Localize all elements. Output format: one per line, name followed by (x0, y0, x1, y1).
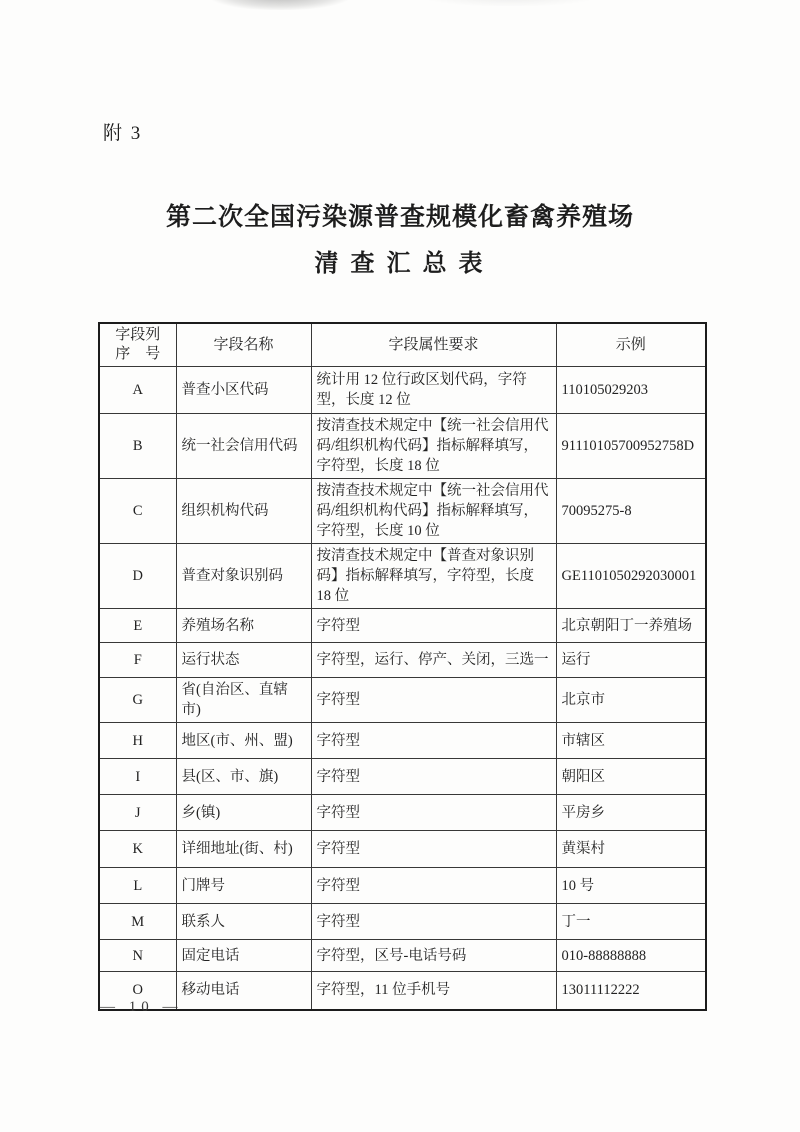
table-row (99, 972, 706, 1010)
attachment-label: 附 3 (103, 123, 143, 144)
field-name: 省(自治区、直辖市) (176, 678, 311, 723)
field-seq: J (99, 795, 176, 831)
field-seq: L (99, 868, 176, 904)
table-row (99, 643, 706, 678)
table-header-row (99, 323, 706, 367)
page-number: — 10 — (100, 999, 183, 1015)
scan-smudge-artifact (210, 0, 350, 10)
field-example: 70095275-8 (556, 479, 706, 544)
table-row (99, 940, 706, 972)
table-row (99, 367, 706, 414)
header-field-requirement: 字段属性要求 (311, 323, 556, 367)
field-seq: M (99, 904, 176, 940)
field-seq: O (99, 972, 176, 1010)
field-example: 朝阳区 (556, 759, 706, 795)
field-seq: B (99, 414, 176, 479)
field-name: 乡(镇) (176, 795, 311, 831)
field-name: 县(区、市、旗) (176, 759, 311, 795)
field-requirement: 按清查技术规定中【统一社会信用代码/组织机构代码】指标解释填写，字符型，长度 10 位 (311, 479, 556, 544)
fields-summary-table (98, 322, 707, 1011)
field-requirement: 字符型，11 位手机号 (311, 972, 556, 1010)
field-requirement: 字符型 (311, 609, 556, 643)
header-field-seq-line1: 字段列 (115, 327, 161, 343)
table-row (99, 414, 706, 479)
field-example: 黄渠村 (556, 831, 706, 868)
field-requirement: 字符型，运行、停产、关闭，三选一 (311, 643, 556, 678)
field-seq: E (99, 609, 176, 643)
field-example: 北京朝阳丁一养殖场 (556, 609, 706, 643)
field-requirement: 字符型 (311, 723, 556, 759)
header-field-example: 示例 (556, 323, 706, 367)
table-row (99, 831, 706, 868)
field-example: 13011112222 (556, 972, 706, 1010)
field-name: 普查对象识别码 (176, 544, 311, 609)
table-row (99, 479, 706, 544)
table-row (99, 795, 706, 831)
scan-smudge-artifact (420, 0, 600, 6)
field-seq: C (99, 479, 176, 544)
field-name: 普查小区代码 (176, 367, 311, 414)
document-title-line2: 清 查 汇 总 表 (314, 251, 486, 277)
header-field-seq (99, 323, 176, 367)
field-seq: G (99, 678, 176, 723)
field-name: 移动电话 (176, 972, 311, 1010)
field-example: 10 号 (556, 868, 706, 904)
field-name: 固定电话 (176, 940, 311, 972)
header-field-name: 字段名称 (176, 323, 311, 367)
field-example: 丁一 (556, 904, 706, 940)
field-name: 联系人 (176, 904, 311, 940)
table-row (99, 868, 706, 904)
field-name: 门牌号 (176, 868, 311, 904)
field-name: 地区(市、州、盟) (176, 723, 311, 759)
field-requirement: 字符型，区号-电话号码 (311, 940, 556, 972)
table-row (99, 759, 706, 795)
field-name: 养殖场名称 (176, 609, 311, 643)
field-seq: K (99, 831, 176, 868)
field-example: 91110105700952758D (556, 414, 706, 479)
field-requirement: 按清查技术规定中【普查对象识别码】指标解释填写，字符型，长度 18 位 (311, 544, 556, 609)
field-requirement: 按清查技术规定中【统一社会信用代码/组织机构代码】指标解释填写，字符型，长度 18 位 (311, 414, 556, 479)
table-row (99, 904, 706, 940)
field-name: 运行状态 (176, 643, 311, 678)
field-requirement: 字符型 (311, 795, 556, 831)
field-example: 运行 (556, 643, 706, 678)
field-requirement: 字符型 (311, 904, 556, 940)
field-name: 统一社会信用代码 (176, 414, 311, 479)
field-seq: I (99, 759, 176, 795)
field-requirement: 统计用 12 位行政区划代码，字符型，长度 12 位 (311, 367, 556, 414)
table-row (99, 609, 706, 643)
field-seq: A (99, 367, 176, 414)
field-requirement: 字符型 (311, 868, 556, 904)
field-example: 市辖区 (556, 723, 706, 759)
field-example: 110105029203 (556, 367, 706, 414)
field-requirement: 字符型 (311, 759, 556, 795)
field-seq: F (99, 643, 176, 678)
table-row (99, 678, 706, 723)
header-field-seq-line2: 序 号 (115, 346, 161, 362)
field-example: 010-88888888 (556, 940, 706, 972)
field-seq: D (99, 544, 176, 609)
field-name: 组织机构代码 (176, 479, 311, 544)
table-row (99, 544, 706, 609)
document-title-line1: 第二次全国污染源普查规模化畜禽养殖场 (165, 204, 634, 231)
field-example: 平房乡 (556, 795, 706, 831)
field-name: 详细地址(街、村) (176, 831, 311, 868)
field-seq: N (99, 940, 176, 972)
field-example: GE1101050292030001 (556, 544, 706, 609)
field-example: 北京市 (556, 678, 706, 723)
field-seq: H (99, 723, 176, 759)
field-requirement: 字符型 (311, 831, 556, 868)
field-requirement: 字符型 (311, 678, 556, 723)
table-row (99, 723, 706, 759)
